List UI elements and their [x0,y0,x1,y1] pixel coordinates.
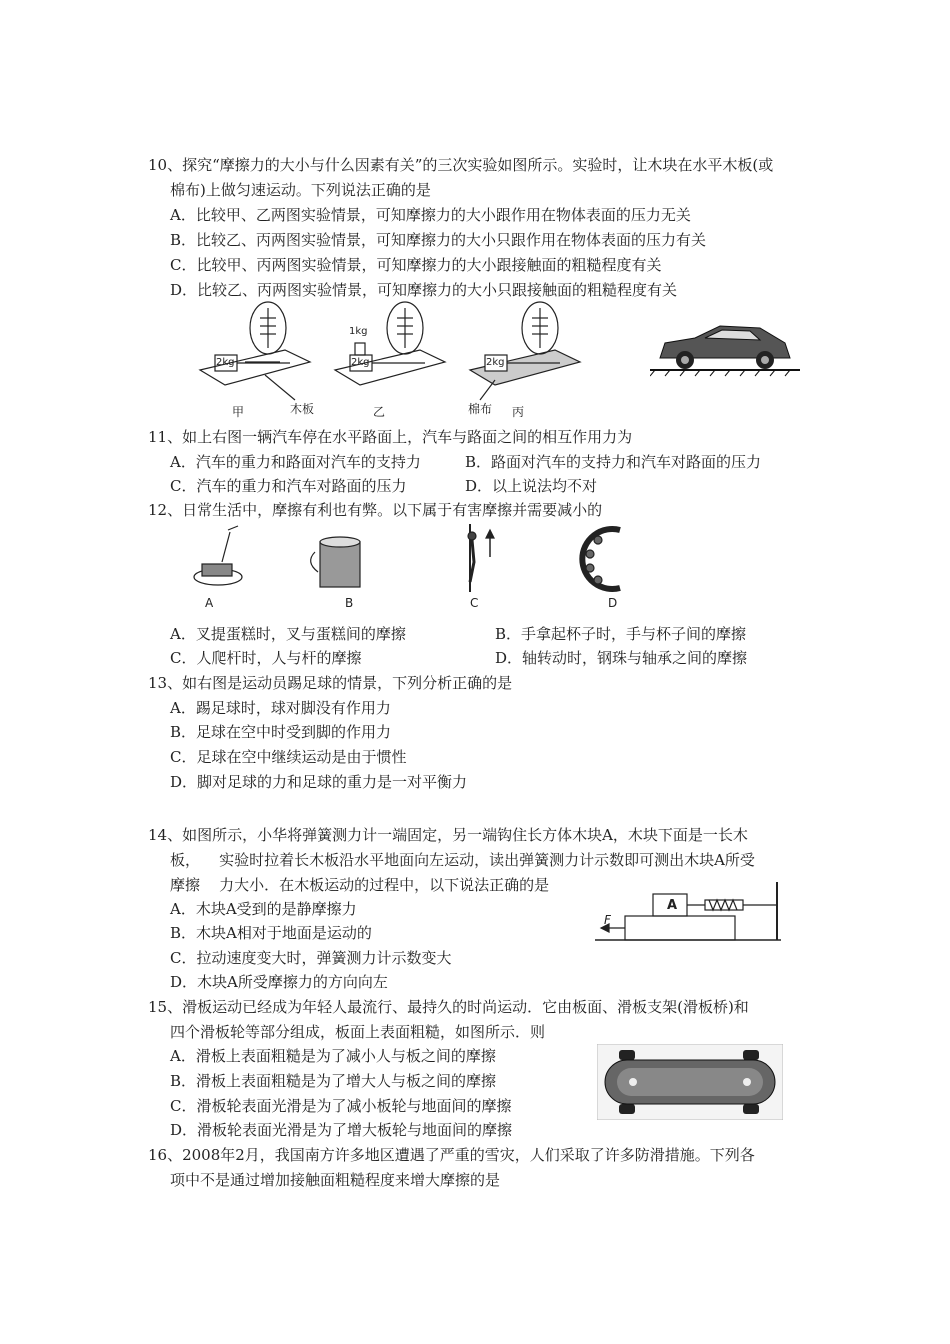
q14-stem-line-1: 14、如图所示，小华将弹簧测力计一端固定，另一端钩住长方体木块A，木块下面是一长木 [148,826,748,844]
q14-option-a: A．木块A受到的是静摩擦力 [170,900,357,918]
friction-experiment-drawing [190,300,590,420]
q10-stem-line-2: 棉布)上做匀速运动。下列说法正确的是 [170,181,431,199]
q10-option-b: B．比较乙、丙两图实验情景，可知摩擦力的大小只跟作用在物体表面的压力有关 [170,231,707,249]
q15-option-d: D．滑板轮表面光滑是为了增大板轮与地面间的摩擦 [170,1121,513,1139]
car-drawing [650,318,800,378]
q14-option-b: B．木块A相对于地面是运动的 [170,924,372,942]
q12-figure-label-b: B [345,596,354,610]
q16-stem-line-2: 项中不是通过增加接触面粗糙程度来增大摩擦的是 [170,1171,501,1189]
q14-drawing [595,882,785,948]
q14-force-label: F [604,913,611,927]
figure-label-cotton-cloth: 棉布 [468,402,493,416]
q14-block-label: A [667,898,678,913]
figure-label-yi: 乙 [373,405,386,419]
q15-option-b: B．滑板上表面粗糙是为了增大人与板之间的摩擦 [170,1072,497,1090]
car-figure [650,318,800,378]
q12-figure-label-c: C [470,596,479,610]
q15-option-a: A．滑板上表面粗糙是为了减小人与板之间的摩擦 [170,1047,496,1065]
q14-option-d: D．木块A所受摩擦力的方向向左 [170,973,388,991]
q11-option-d: D．以上说法均不对 [465,477,598,495]
q14-option-c: C．拉动速度变大时，弹簧测力计示数变大 [170,949,452,967]
q14-stem-line-2: 板， 实验时拉着长木板沿水平地面向左运动，读出弹簧测力计示数即可测出木块A所受 [170,851,755,869]
q12-option-a: A．叉提蛋糕时，叉与蛋糕间的摩擦 [170,625,406,643]
q10-option-d: D．比较乙、丙两图实验情景，可知摩擦力的大小只跟接触面的粗糙程度有关 [170,281,678,299]
figure-label-wood-board: 木板 [290,402,315,416]
q13-option-a: A．踢足球时，球对脚没有作用力 [170,699,391,717]
q11-option-a: A．汽车的重力和路面对汽车的支持力 [170,453,421,471]
q13-option-d: D．脚对足球的力和足球的重力是一对平衡力 [170,773,468,791]
q12-pictures [190,522,650,594]
q12-option-b: B．手拿起杯子时，手与杯子间的摩擦 [495,625,747,643]
q13-stem: 13、如右图是运动员踢足球的情景，下列分析正确的是 [148,674,513,692]
figure-label-jia: 甲 [232,405,245,419]
skateboard-drawing [597,1044,783,1120]
q11-stem: 11、如上右图一辆汽车停在水平路面上，汽车与路面之间的相互作用力为 [148,428,633,446]
q16-stem-line-1: 16、2008年2月，我国南方许多地区遭遇了严重的雪灾，人们采取了许多防滑措施。下列各 [148,1146,755,1164]
q15-stem-line-1: 15、滑板运动已经成为年轻人最流行、最持久的时尚运动．它由板面、滑板支架(滑板桥)和 [148,998,749,1016]
friction-experiment-figure [190,300,590,420]
q12-figure-label-a: A [205,596,214,610]
q15-stem-line-2: 四个滑板轮等部分组成，板面上表面粗糙，如图所示．则 [170,1023,546,1041]
weight-label-jia: 2kg [216,357,235,368]
q11-option-c: C．汽车的重力和汽车对路面的压力 [170,477,407,495]
q13-option-b: B．足球在空中时受到脚的作用力 [170,723,392,741]
weight-label-1kg: 1kg [349,326,368,337]
weight-label-yi: 2kg [351,357,370,368]
q10-option-c: C．比较甲、丙两图实验情景，可知摩擦力的大小跟接触面的粗糙程度有关 [170,256,662,274]
q15-option-c: C．滑板轮表面光滑是为了减小板轮与地面间的摩擦 [170,1097,512,1115]
q14-figure [595,882,785,948]
q12-drawing [190,522,650,594]
q11-option-b: B．路面对汽车的支持力和汽车对路面的压力 [465,453,762,471]
q12-option-c: C．人爬杆时，人与杆的摩擦 [170,649,362,667]
q14-stem-line-3: 摩擦 力大小．在木板运动的过程中，以下说法正确的是 [170,876,550,894]
q12-figure-label-d: D [608,596,618,610]
q12-stem: 12、日常生活中，摩擦有利也有弊。以下属于有害摩擦并需要减小的 [148,501,603,519]
q10-stem-line-1: 10、探究“摩擦力的大小与什么因素有关”的三次实验如图所示。实验时，让木块在水平木板(或 [148,156,774,174]
figure-label-bing: 丙 [512,405,525,419]
q12-option-d: D．轴转动时，钢珠与轴承之间的摩擦 [495,649,748,667]
q10-option-a: A．比较甲、乙两图实验情景，可知摩擦力的大小跟作用在物体表面的压力无关 [170,206,691,224]
skateboard-figure [597,1044,783,1120]
q13-option-c: C．足球在空中继续运动是由于惯性 [170,748,407,766]
weight-label-bing: 2kg [486,357,505,368]
